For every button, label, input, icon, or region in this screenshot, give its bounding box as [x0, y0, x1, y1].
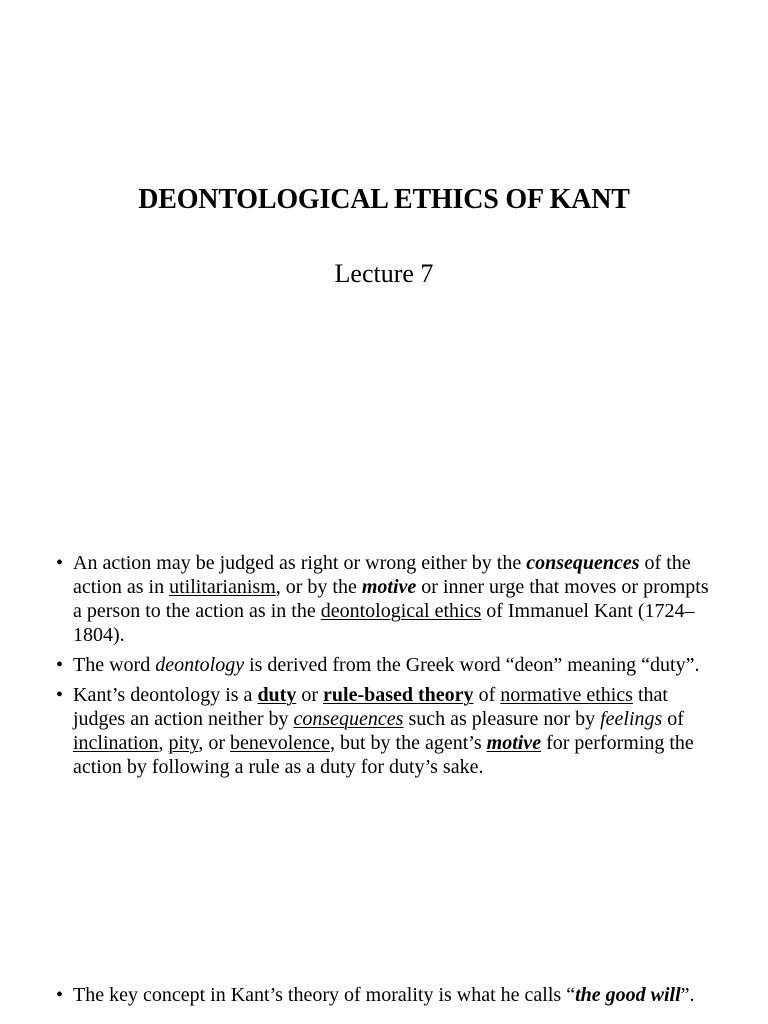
term-inclination: inclination	[73, 732, 159, 754]
text-segment: of	[662, 708, 684, 730]
text-segment: that judges an action neither by	[73, 684, 668, 730]
text-segment: of the action as in	[73, 552, 691, 598]
bullet-point: •	[56, 984, 64, 1006]
text-segment: or inner urge that moves or prompts a person to the action as in the	[73, 576, 709, 622]
text-segment: An action may be judged as right or wrong either by the	[73, 552, 527, 574]
term-utilitarianism: utilitarianism	[169, 576, 276, 598]
term-rule-based-theory: rule-based theory	[323, 684, 474, 706]
list-item	[56, 683, 716, 779]
text-segment: is derived from the Greek word “deon” meaning “duty”.	[244, 654, 700, 676]
term-normative-ethics: normative ethics	[500, 684, 633, 706]
bullet-point: •	[56, 684, 64, 706]
term-pity: pity	[168, 732, 199, 754]
term-deontology: deontology	[155, 654, 245, 676]
lecture-subtitle: Lecture 7	[334, 259, 434, 288]
emphasis-the-good-will: the good will	[575, 984, 681, 1006]
bullet-list-continued	[56, 983, 716, 1013]
list-item	[56, 983, 716, 1007]
emphasis-motive: motive	[486, 732, 542, 754]
text-segment: ”.	[680, 984, 695, 1006]
list-item	[56, 653, 716, 677]
term-benevolence: benevolence	[230, 732, 330, 754]
text-segment: , or by the	[275, 576, 362, 598]
text-segment: , or	[198, 732, 231, 754]
text-segment: ,	[158, 732, 169, 754]
text-segment: , but by the agent’s	[330, 732, 487, 754]
text-segment: The word	[73, 654, 156, 676]
bullet-list	[56, 551, 716, 785]
text-segment: of	[473, 684, 501, 706]
term-consequences: consequences	[293, 708, 404, 730]
term-duty: duty	[257, 684, 297, 706]
text-segment: The key concept in Kant’s theory of morality is what he calls “	[73, 984, 576, 1006]
emphasis-motive: motive	[361, 576, 417, 598]
emphasis-consequences: consequences	[526, 552, 640, 574]
text-segment: of Immanuel Kant (1724–1804).	[73, 600, 695, 646]
text-segment: or	[296, 684, 324, 706]
text-segment: for performing the action by following a rule as a duty for duty’s sake.	[73, 732, 694, 778]
text-segment: Kant’s deontology is a	[73, 684, 258, 706]
bullet-point: •	[56, 654, 64, 676]
list-item	[56, 551, 716, 647]
text-segment: such as pleasure nor by	[403, 708, 601, 730]
page-title: DEONTOLOGICAL ETHICS OF KANT	[138, 184, 630, 215]
term-feelings: feelings	[600, 708, 663, 730]
term-deontological-ethics: deontological ethics	[320, 600, 482, 622]
bullet-point: •	[56, 552, 64, 574]
